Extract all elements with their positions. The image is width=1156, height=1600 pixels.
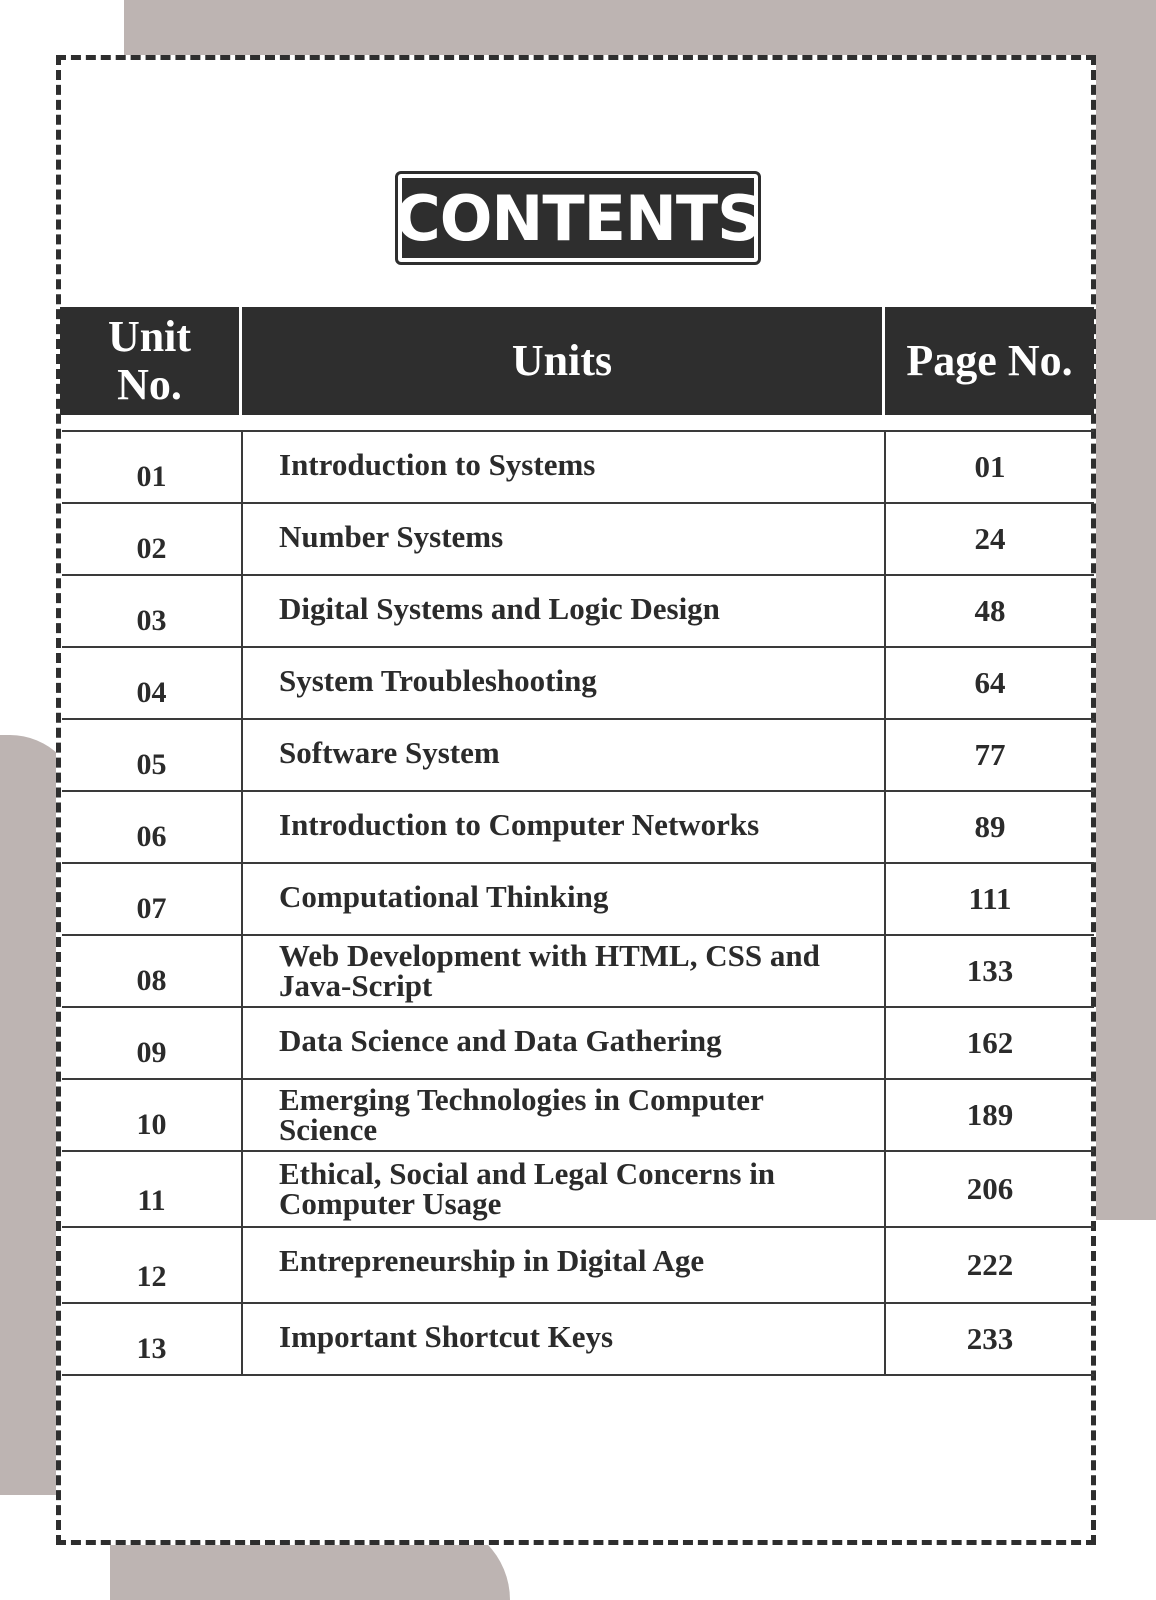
- page-number: 233: [966, 1321, 1014, 1356]
- header-page-no: Page No.: [906, 336, 1073, 385]
- page-number: 111: [968, 881, 1012, 916]
- unit-number: 03: [62, 576, 243, 646]
- unit-title: System Troubleshooting: [243, 648, 886, 718]
- page-number: 48: [974, 593, 1006, 628]
- unit-number: 07: [62, 864, 243, 934]
- page-number: 89: [974, 809, 1006, 844]
- page-number: 189: [966, 1097, 1014, 1132]
- header-units: Units: [242, 307, 885, 415]
- page-number: 01: [974, 449, 1006, 484]
- unit-number: 01: [62, 432, 243, 502]
- table-row: [62, 864, 1094, 936]
- header-unit-no: Unit No.: [60, 307, 242, 415]
- unit-title: Data Science and Data Gathering: [243, 1008, 886, 1078]
- unit-number: 02: [62, 504, 243, 574]
- table-row: [62, 1008, 1094, 1080]
- unit-number: 13: [62, 1304, 243, 1374]
- unit-title: Computational Thinking: [243, 864, 886, 934]
- page-number: 24: [974, 521, 1006, 556]
- table-header: [60, 307, 1094, 415]
- unit-number: 12: [62, 1228, 243, 1302]
- table-row: [62, 504, 1094, 576]
- unit-title: Ethical, Social and Legal Concerns in Computer Usage: [243, 1152, 886, 1226]
- contents-title-box: [395, 171, 761, 265]
- unit-number: 09: [62, 1008, 243, 1078]
- unit-title: Introduction to Systems: [243, 432, 886, 502]
- page-number: 206: [966, 1171, 1014, 1206]
- unit-number: 08: [62, 936, 243, 1006]
- unit-title: Software System: [243, 720, 886, 790]
- table-row: [62, 432, 1094, 504]
- page-number: 162: [966, 1025, 1014, 1060]
- table-row: [62, 576, 1094, 648]
- table-row: [62, 1080, 1094, 1152]
- table-row: [62, 936, 1094, 1008]
- unit-number: 04: [62, 648, 243, 718]
- unit-number: 11: [62, 1152, 243, 1226]
- page-number: 222: [966, 1247, 1014, 1282]
- table-row: [62, 792, 1094, 864]
- page-number: 77: [974, 737, 1006, 772]
- table-row: [62, 1304, 1094, 1376]
- unit-title: Number Systems: [243, 504, 886, 574]
- contents-table: [62, 430, 1094, 1376]
- page-number: 64: [974, 665, 1006, 700]
- contents-title: CONTENTS: [402, 178, 754, 258]
- table-row: [62, 1152, 1094, 1228]
- unit-title: Emerging Technologies in Computer Science: [243, 1080, 886, 1150]
- unit-title: Web Development with HTML, CSS and Java-Script: [243, 936, 886, 1006]
- unit-number: 06: [62, 792, 243, 862]
- page-number: 133: [966, 953, 1014, 988]
- unit-title: Important Shortcut Keys: [243, 1304, 886, 1374]
- unit-number: 05: [62, 720, 243, 790]
- table-row: [62, 648, 1094, 720]
- unit-title: Digital Systems and Logic Design: [243, 576, 886, 646]
- unit-title: Entrepreneurship in Digital Age: [243, 1228, 886, 1302]
- table-row: [62, 720, 1094, 792]
- table-row: [62, 1228, 1094, 1304]
- unit-title: Introduction to Computer Networks: [243, 792, 886, 862]
- unit-number: 10: [62, 1080, 243, 1150]
